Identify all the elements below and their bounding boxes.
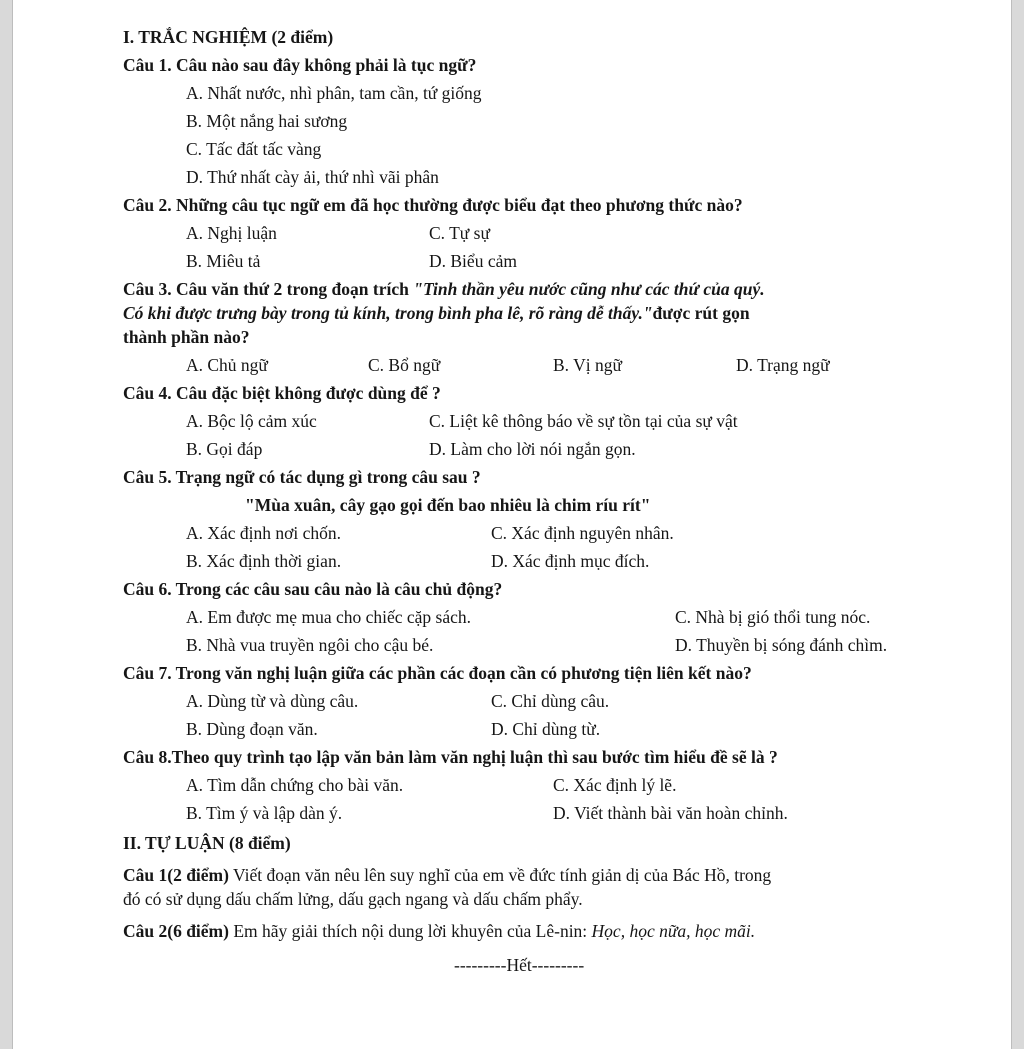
- q3-option-b: B. Vị ngữ: [553, 355, 622, 375]
- q7-option-a: A. Dùng từ và dùng câu.: [186, 691, 359, 711]
- q4-option-c: C. Liệt kê thông báo về sự tồn tại của sự vật: [429, 411, 738, 431]
- q8-option-b: B. Tìm ý và lập dàn ý.: [186, 803, 343, 823]
- q3-option-a: A. Chủ ngữ: [186, 355, 268, 375]
- q2-option-d: D. Biểu cảm: [429, 251, 517, 271]
- essay-question-1-line-2: đó có sử dụng dấu chấm lửng, dấu gạch ngang và dấu chấm phẩy.: [123, 889, 583, 909]
- q1-option-d: D. Thứ nhất cày ải, thứ nhì vãi phân: [186, 167, 439, 187]
- question-1: Câu 1. Câu nào sau đây không phải là tục ngữ?: [123, 55, 477, 75]
- q3-quote-1: "Tinh thần yêu nước cũng như các thứ của quý.: [413, 279, 765, 299]
- essay-q2-text: Em hãy giải thích nội dung lời khuyên của Lê-nin:: [228, 921, 592, 941]
- exam-page: [12, 0, 1012, 1049]
- question-6: Câu 6. Trong các câu sau câu nào là câu chủ động?: [123, 579, 503, 599]
- question-3-line-2: [123, 302, 750, 324]
- essay-q2-label: Câu 2(6 điểm): [123, 921, 229, 941]
- q1-option-a: A. Nhất nước, nhì phân, tam cần, tứ giống: [186, 83, 482, 103]
- essay-q1-text: Viết đoạn văn nêu lên suy nghĩ của em về đức tính giản dị của Bác Hồ, trong: [228, 865, 772, 885]
- q6-option-d: D. Thuyền bị sóng đánh chìm.: [675, 635, 888, 655]
- q3-tail-1: được rút gọn: [652, 303, 750, 323]
- q5-example-sentence: "Mùa xuân, cây gạo gọi đến bao nhiêu là chim ríu rít": [245, 495, 651, 515]
- q1-option-c: C. Tấc đất tấc vàng: [186, 139, 322, 159]
- end-marker: ---------Hết---------: [454, 955, 585, 975]
- q6-option-c: C. Nhà bị gió thổi tung nóc.: [675, 607, 871, 627]
- q5-option-a: A. Xác định nơi chốn.: [186, 523, 342, 543]
- q7-option-b: B. Dùng đoạn văn.: [186, 719, 318, 739]
- q4-option-a: A. Bộc lộ cảm xúc: [186, 411, 317, 431]
- q6-option-a: A. Em được mẹ mua cho chiếc cặp sách.: [186, 607, 472, 627]
- essay-q1-label: Câu 1(2 điểm): [123, 865, 229, 885]
- question-8: Câu 8.Theo quy trình tạo lập văn bản làm văn nghị luận thì sau bước tìm hiểu đề sẽ là ?: [123, 747, 778, 767]
- section1-title: I. TRẮC NGHIỆM (2 điểm): [123, 27, 334, 47]
- question-5: Câu 5. Trạng ngữ có tác dụng gì trong câu sau ?: [123, 467, 481, 487]
- q3-option-d: D. Trạng ngữ: [736, 355, 830, 375]
- question-2: Câu 2. Những câu tục ngữ em đã học thường được biểu đạt theo phương thức nào?: [123, 195, 743, 215]
- q2-option-b: B. Miêu tả: [186, 251, 261, 271]
- essay-q2-quote: Học, học nữa, học mãi.: [591, 921, 756, 941]
- q3-quote-2: Có khi được trưng bày trong tủ kính, trong bình pha lê, rõ ràng dễ thấy.": [123, 303, 653, 323]
- q5-option-c: C. Xác định nguyên nhân.: [491, 523, 674, 543]
- q8-option-a: A. Tìm dẫn chứng cho bài văn.: [186, 775, 404, 795]
- q4-option-d: D. Làm cho lời nói ngắn gọn.: [429, 439, 636, 459]
- question-7: Câu 7. Trong văn nghị luận giữa các phần các đoạn cần có phương tiện liên kết nào?: [123, 663, 752, 683]
- q5-option-d: D. Xác định mục đích.: [491, 551, 650, 571]
- q2-option-a: A. Nghị luận: [186, 223, 277, 243]
- q3-lead: Câu 3. Câu văn thứ 2 trong đoạn trích: [123, 279, 414, 299]
- essay-question-2: [123, 920, 755, 942]
- q7-option-c: C. Chỉ dùng câu.: [491, 691, 610, 711]
- q6-option-b: B. Nhà vua truyền ngôi cho cậu bé.: [186, 635, 434, 655]
- q3-tail-2: thành phần nào?: [123, 327, 250, 347]
- q8-option-d: D. Viết thành bài văn hoàn chỉnh.: [553, 803, 788, 823]
- q4-option-b: B. Gọi đáp: [186, 439, 263, 459]
- q2-option-c: C. Tự sự: [429, 223, 490, 243]
- essay-question-1-line-1: [123, 864, 771, 886]
- question-4: Câu 4. Câu đặc biệt không được dùng để ?: [123, 383, 441, 403]
- q5-option-b: B. Xác định thời gian.: [186, 551, 342, 571]
- q3-option-c: C. Bổ ngữ: [368, 355, 441, 375]
- question-3-line-1: [123, 278, 765, 300]
- q1-option-b: B. Một nắng hai sương: [186, 111, 348, 131]
- section2-title: II. TỰ LUẬN (8 điểm): [123, 833, 291, 853]
- q8-option-c: C. Xác định lý lẽ.: [553, 775, 677, 795]
- q7-option-d: D. Chỉ dùng từ.: [491, 719, 601, 739]
